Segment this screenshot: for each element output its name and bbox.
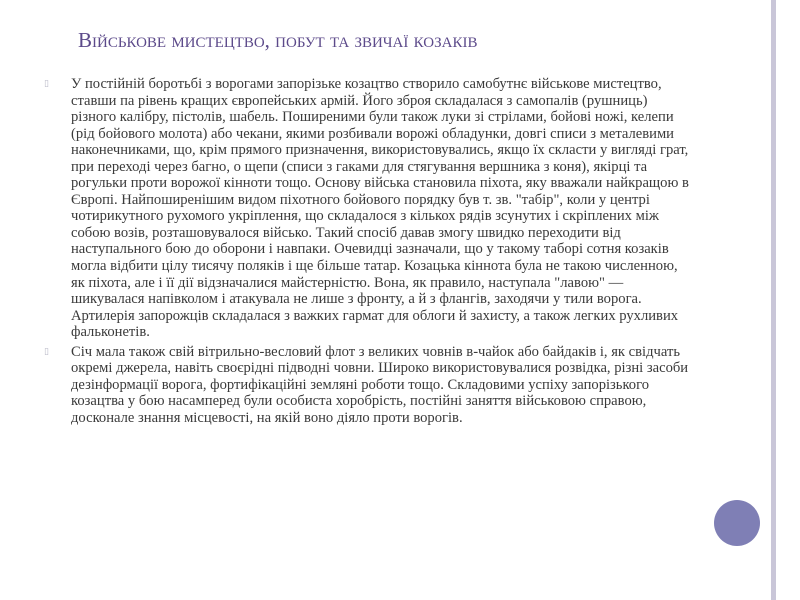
bullet-item	[44, 344, 690, 427]
bullet-marker-icon: ▯	[44, 79, 49, 89]
slide-content	[44, 76, 690, 429]
bullet-marker-icon: ▯	[44, 346, 49, 357]
slide-title: Військове мистецтво, побут та звичаї козаків	[78, 28, 478, 52]
decorative-circle-icon	[714, 500, 760, 546]
decorative-side-bar	[771, 0, 776, 600]
bullet-text: У постійній боротьбі з ворогами запорізьке козацтво створило самобутнє військове мистецтво, ставши па рівень кращих європейських армій. Його зброя складалася з самопалів (рушниць) різного калібру, пістолів, шабель. Поширеними були також луки зі стрілами, бойові ножі, келепи (рід бойового молота) або чекани, якими розбивали ворожі обладунки, довгі списи з металевими наконечниками, що, крім прямого призначення, використовувались, якщо їх скласти у вигляді грат, при переході через багно, о щепи (списи з гаками для стягування вершника з коня), якірці та рогульки проти ворожої кінноти тощо. Основу війська становила піхота, яку вважали найкращою в Європі. Найпоширенішим видом піхотного бойового порядку був т. зв. "табір", коли у центрі чотирикутного рухомого укріплення, що складалося з кількох рядів зсунутих і скріплених між собою возів, розташовувалося військо. Такий спосіб давав змогу швидко переходити від наступального бою до оборони і навпаки. Очевидці зазначали, що у такому таборі сотня козаків могла відбити цілу тисячу поляків і ще більше татар. Козацька кіннота була не такою численною, як піхота, але і її дії відзначалися майстерністю. Вона, як правило, наступала "лавою" — шикувалася напівколом і атакувала не лише з фронту, а й з флангів, заходячи у тили ворога. Артилерія запорожців складалася з важких гармат для облоги й захисту, а також легких рухливих фальконетів.	[71, 76, 689, 341]
bullet-item	[44, 76, 690, 341]
title-bar	[0, 0, 800, 64]
bullet-text: Січ мала також свій вітрильно-весловий флот з великих човнів в-чайок або байдаків і, як свідчать окремі джерела, навіть своєрідні підводні човни. Широко використовувалися розвідка, різні засоби дезінформації ворога, фортифікаційні земляні роботи тощо. Складовими успіху запорізького козацтва у бою насамперед були особиста хоробрість, постійні заняття військовою справою, досконале знання місцевості, на якій воно діяло проти ворогів.	[71, 343, 689, 426]
